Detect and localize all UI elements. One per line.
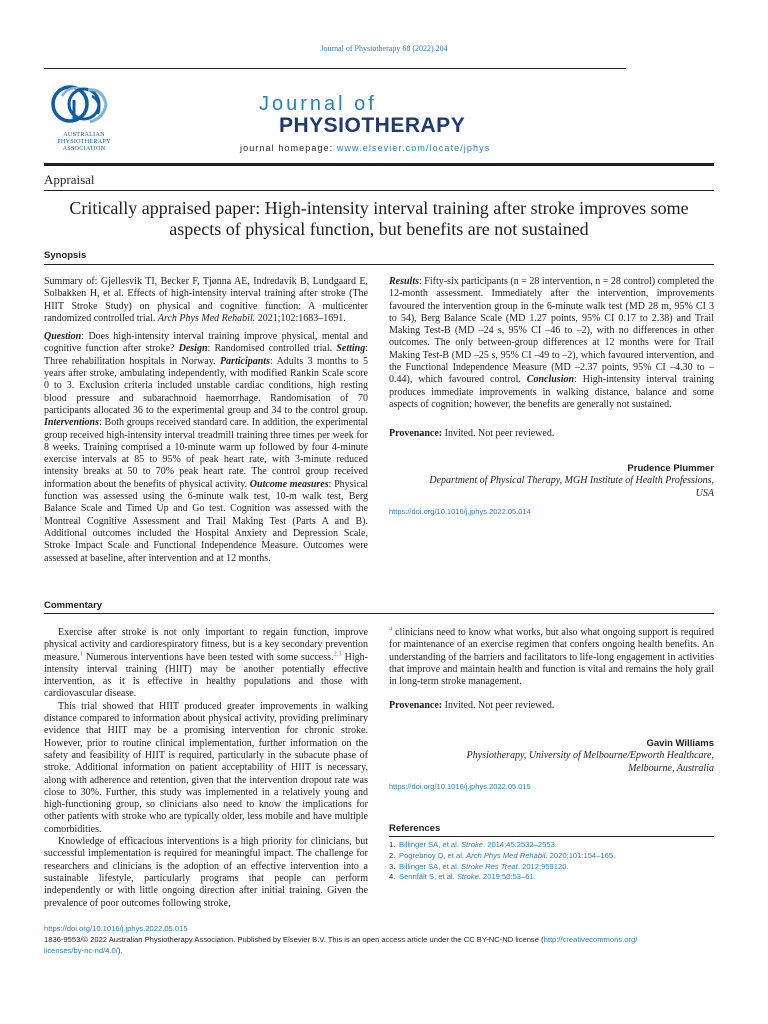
section-label: Appraisal (44, 172, 95, 187)
commentary-paragraph-1: Exercise after stroke is not only important to regain function, improve physical activity and cardiorespiratory fitness, but is a key secondary prevention measure.$^1$ Numerous interventions have been tested with some success.$^{2,3}$ High-intensity interval training (HIIT) may be another potentially effective intervention, as it is effective in healthy populations and those with cardiovascular disease. (44, 627, 369, 700)
commentary-left-column (44, 627, 368, 910)
citation-1-link[interactable]: 1 (79, 650, 84, 658)
synopsis-affiliation: Department of Physical Therapy, MGH Institute of Health Professions, USA (429, 475, 714, 499)
article-title: Critically appraised paper: High-intensity interval training after stroke improves some aspects of physical function, but benefits are not sustained (69, 198, 689, 239)
citation-4-link[interactable]: 4 (389, 625, 393, 633)
synopsis-results: Results: Fifty-six participants (n = 28 intervention, n = 28 control) completed the 12-month assessment. Immediately after the intervention, improvements favoured the intervention group in the 6-minute walk test (MD 28 m, 95% CI 3 to 54), Berg Balance Scale (MD 1.27 points, 95% CI 0.17 to 2.38) and Trail Making Test-B (MD –24 s, 95% CI –46 to –2), with no differences in other outcomes. The only between-group differences at 12 months were for Trail Making Test-B (MD –25 s, 95% CI –49 to –2), which favoured intervention, and the Functional Independence Measure (MD –2.37 points, 95% CI –4.30 to –0.44), which favoured control. Conclusion: High-intensity interval training produces immediate improvements in walking distance, balance and some aspects of cognition; however, the benefits are generally not sustained. (389, 276, 714, 410)
synopsis-body: Question: Does high-intensity interval training improve physical, mental and cognitive function after stroke? Design: Randomised controlled trial. Setting: Three rehabilitation hospitals in Norway. Participants: Adults 3 months to 5 years after stroke, ambulating independently, with modified Rankin Scale score 0 to 3. Exclusion criteria included unstable cardiac conditions, high resting blood pressure and subarachnoid haemorrhage. Randomisation of 70 participants allocated 36 to the experimental group and 34 to the control group. Interventions: Both groups received standard care. In addition, the experimental group received high-intensity interval treadmill training three times per week for 8 weeks. Training comprised a 10-minute warm up followed by four 4-minute exercise intervals at 85 to 95% of peak heart rate, with 3-minute reduced intensity breaks at 50 to 70% peak heart rate. The control group received information about the benefits of physical activity. Outcome measures: Physical function was assessed using the 6-minute walk test, 10-m walk test, Berg Balance Scale and Timed Up and Go test. Cognition was assessed with the Montreal Cognitive Assessment and Trail Making Test (Parts A and B). Additional outcomes included the Hospital Anxiety and Depression Scale, Stroke Impact Scale and Functional Independence Measure. Outcomes were assessed at baseline, after intervention and at 12 months. (44, 331, 369, 564)
journal-of-label: Journal of (259, 93, 377, 115)
commentary-paragraph-2: This trial showed that HIIT produced greater improvements in walking distance compared to information about physical activity, providing preliminary evidence that HIIT may be a promising intervention for chronic stroke. However, prior to routine clinical implementation, further information on the safety and feasibility of HIIT is required, particularly in the subacute phase of stroke. Additional information on patient acceptability of HIIT is necessary, along with adherence and retention, given that the intervention dropout rate was close to 30%. Further, this study was implemented in a relatively young and high-functioning group, so clinicians also need to know the implications for other patients with stroke who are typically older, less mobile and have multiple comorbidities. (44, 700, 368, 835)
commentary-author: Gavin Williams (646, 737, 714, 749)
commentary-paragraph-3-cont: $^4$ clinicians need to know what works, but also what ongoing support is required for maintenance of an exercise regimen that confers ongoing health benefits. An understanding of the barriers and facilitators to life-long engagement in activities that improve and maintain health and function is vital and remains the holy grail in long-term stroke management. (389, 625, 714, 688)
journal-name: PHYSIOTHERAPY (279, 114, 466, 137)
synopsis-provenance: Provenance: Invited. Not peer reviewed. (389, 428, 555, 440)
footer-copyright: 1836-9553/© 2022 Australian Physiotherapy Association. Published by Elsevier B.V. This is an open access article under the CC BY-NC-ND license (http://creativecommons.org/ licenses/by-nc-nd/4.0/). (44, 934, 638, 955)
commentary-divider (44, 613, 714, 614)
reference-item[interactable]: 3. Billinger SA, et al. Stroke Res Treat. 2012;959120. (389, 861, 569, 871)
homepage-link[interactable]: www.elsevier.com/locate/jphys (336, 143, 491, 153)
references-heading: References (389, 823, 441, 834)
synopsis-right-column (389, 276, 714, 518)
commentary-provenance: Provenance: Invited. Not peer reviewed. (389, 700, 555, 712)
commentary-affiliation: Physiotherapy, University of Melbourne/Epworth Healthcare, Melbourne, Australia (466, 750, 714, 774)
synopsis-heading: Synopsis (44, 250, 87, 261)
synopsis-doi-link[interactable]: https://doi.org/10.1016/j.jphys.2022.05.014 (389, 507, 531, 517)
synopsis-divider (44, 264, 714, 265)
commentary-heading: Commentary (44, 600, 103, 611)
citation-2-3-link[interactable]: 2,3 (333, 650, 342, 658)
journal-homepage: journal homepage: www.elsevier.com/locate/jphys (240, 143, 491, 153)
synopsis-author: Prudence Plummer (627, 462, 714, 474)
reference-item[interactable]: 1. Billinger SA, et al. Stroke. 2014;45:2532–2553. (389, 840, 557, 849)
reference-item[interactable]: 2. Pogrebnoy D, et al. Arch Phys Med Rehabil. 2020;101:154–165. (389, 850, 616, 860)
section-divider (44, 190, 714, 191)
journal-citation-link[interactable]: Journal of Physiotherapy 68 (2022) 204 (320, 44, 448, 53)
top-divider (44, 68, 626, 69)
commentary-right-column (389, 627, 714, 794)
references-divider (389, 836, 714, 837)
commentary-author-block (389, 738, 714, 776)
commentary-paragraph-3: Knowledge of efficacious interventions is a high priority for clinicians, but successful implementation is required for meaningful impact. The challenge for researchers and clinicians is the adoption of an effective intervention into a sustainable lifestyle, particularly programs that people can perform independently or with little ongoing direction after initial training. Given the prevalence of poor outcomes following stroke, (44, 836, 368, 909)
commentary-doi-link[interactable]: https://doi.org/10.1016/j.jphys.2022.05.015 (389, 782, 531, 792)
synopsis-author-block (389, 463, 714, 501)
apa-logo-text: AUSTRALIAN PHYSIOTHERAPY ASSOCIATION (57, 131, 111, 152)
synopsis-left-column (44, 276, 368, 565)
reference-item[interactable]: 4. Sennfält S, et al. Stroke. 2019;50:53–61. (389, 872, 536, 882)
license-link-cont[interactable]: licenses/by-nc-nd/4.0/ (44, 945, 118, 955)
footer-doi-link[interactable]: https://doi.org/10.1016/j.jphys.2022.05.015 (44, 924, 188, 933)
summary-paragraph: Summary of: Gjellesvik TI, Becker F, Tjønna AE, Indredavik B, Lundgaard E, Solbakken H, et al. Effects of high-intensity interval training after stroke (The HIIT Stroke Study) on physical and cognitive function: A multicenter randomized controlled trial. Arch Phys Med Rehabil. 2021;102:1683–1691. (44, 276, 368, 324)
masthead-divider (44, 163, 714, 166)
page-footer (44, 924, 716, 956)
references-list (389, 840, 714, 883)
license-link[interactable]: http://creativecommons.org/ (543, 934, 638, 944)
